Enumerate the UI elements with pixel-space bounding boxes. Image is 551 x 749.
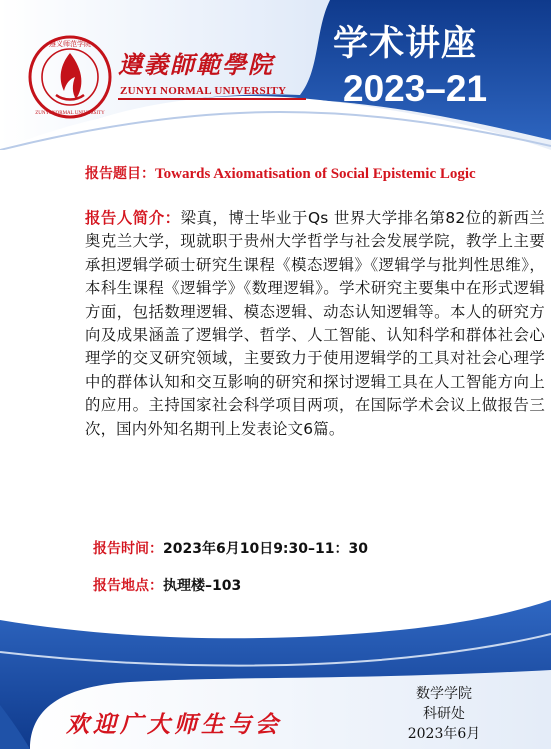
university-logo bbox=[28, 35, 112, 119]
organizer-block bbox=[404, 684, 484, 744]
time-label: 报告时间： bbox=[93, 541, 163, 557]
university-underline bbox=[118, 98, 306, 100]
lecture-time bbox=[93, 538, 368, 558]
university-name-en: ZUNYI NORMAL UNIVERSITY bbox=[120, 85, 287, 97]
lecture-place bbox=[93, 575, 241, 595]
svg-text:遵义师范学院: 遵义师范学院 bbox=[49, 40, 91, 48]
topic-label: 报告题目： bbox=[85, 166, 155, 182]
speaker-intro bbox=[85, 207, 545, 441]
place-label: 报告地点： bbox=[93, 578, 163, 594]
issue-date: 2023年6月 bbox=[407, 726, 481, 742]
time-value: 2023年6月10日9:30–11：30 bbox=[163, 541, 368, 557]
topic-title: Towards Axiomatisation of Social Epistemic Logic bbox=[155, 166, 476, 182]
series-number: 2023–21 bbox=[343, 68, 488, 109]
organizer-line-1: 数学学院 bbox=[416, 686, 472, 702]
place-value: 执理楼–103 bbox=[163, 578, 242, 594]
speaker-label: 报告人简介： bbox=[85, 209, 181, 227]
topic-line bbox=[85, 163, 476, 183]
welcome-slogan: 欢迎广大师生与会 bbox=[66, 711, 282, 738]
speaker-bio: 梁真，博士毕业于Qs 世界大学排名第82位的新西兰奥克兰大学，现就职于贵州大学哲学与社会发展学院，教学上主要承担逻辑学硕士研究生课程《模态逻辑》《逻辑学与批判性思维》，本科生课程《逻辑学》《数理逻辑》。学术研究主要集中在形式逻辑方面，包括数理逻辑、模态逻辑、动态认知逻辑等。本人的研究方向及成果涵盖了逻辑学、哲学、人工智能、认知科学和群体社会心理学的交叉研究领域，主要致力于使用逻辑学的工具对社会心理学中的群体认知和交互影响的研究和探讨逻辑工具在人工智能方向上的应用。主持国家社会科学项目两项，在国际学术会议上做报告三次，国内外知名期刊上发表论文6篇。 bbox=[85, 209, 546, 438]
university-name-cn: 遵義師範學院 bbox=[118, 50, 274, 79]
series-title: 学术讲座 bbox=[333, 24, 478, 64]
organizer-line-2: 科研处 bbox=[423, 706, 465, 722]
svg-text:ZUNYI NORMAL UNIVERSITY: ZUNYI NORMAL UNIVERSITY bbox=[35, 111, 105, 116]
